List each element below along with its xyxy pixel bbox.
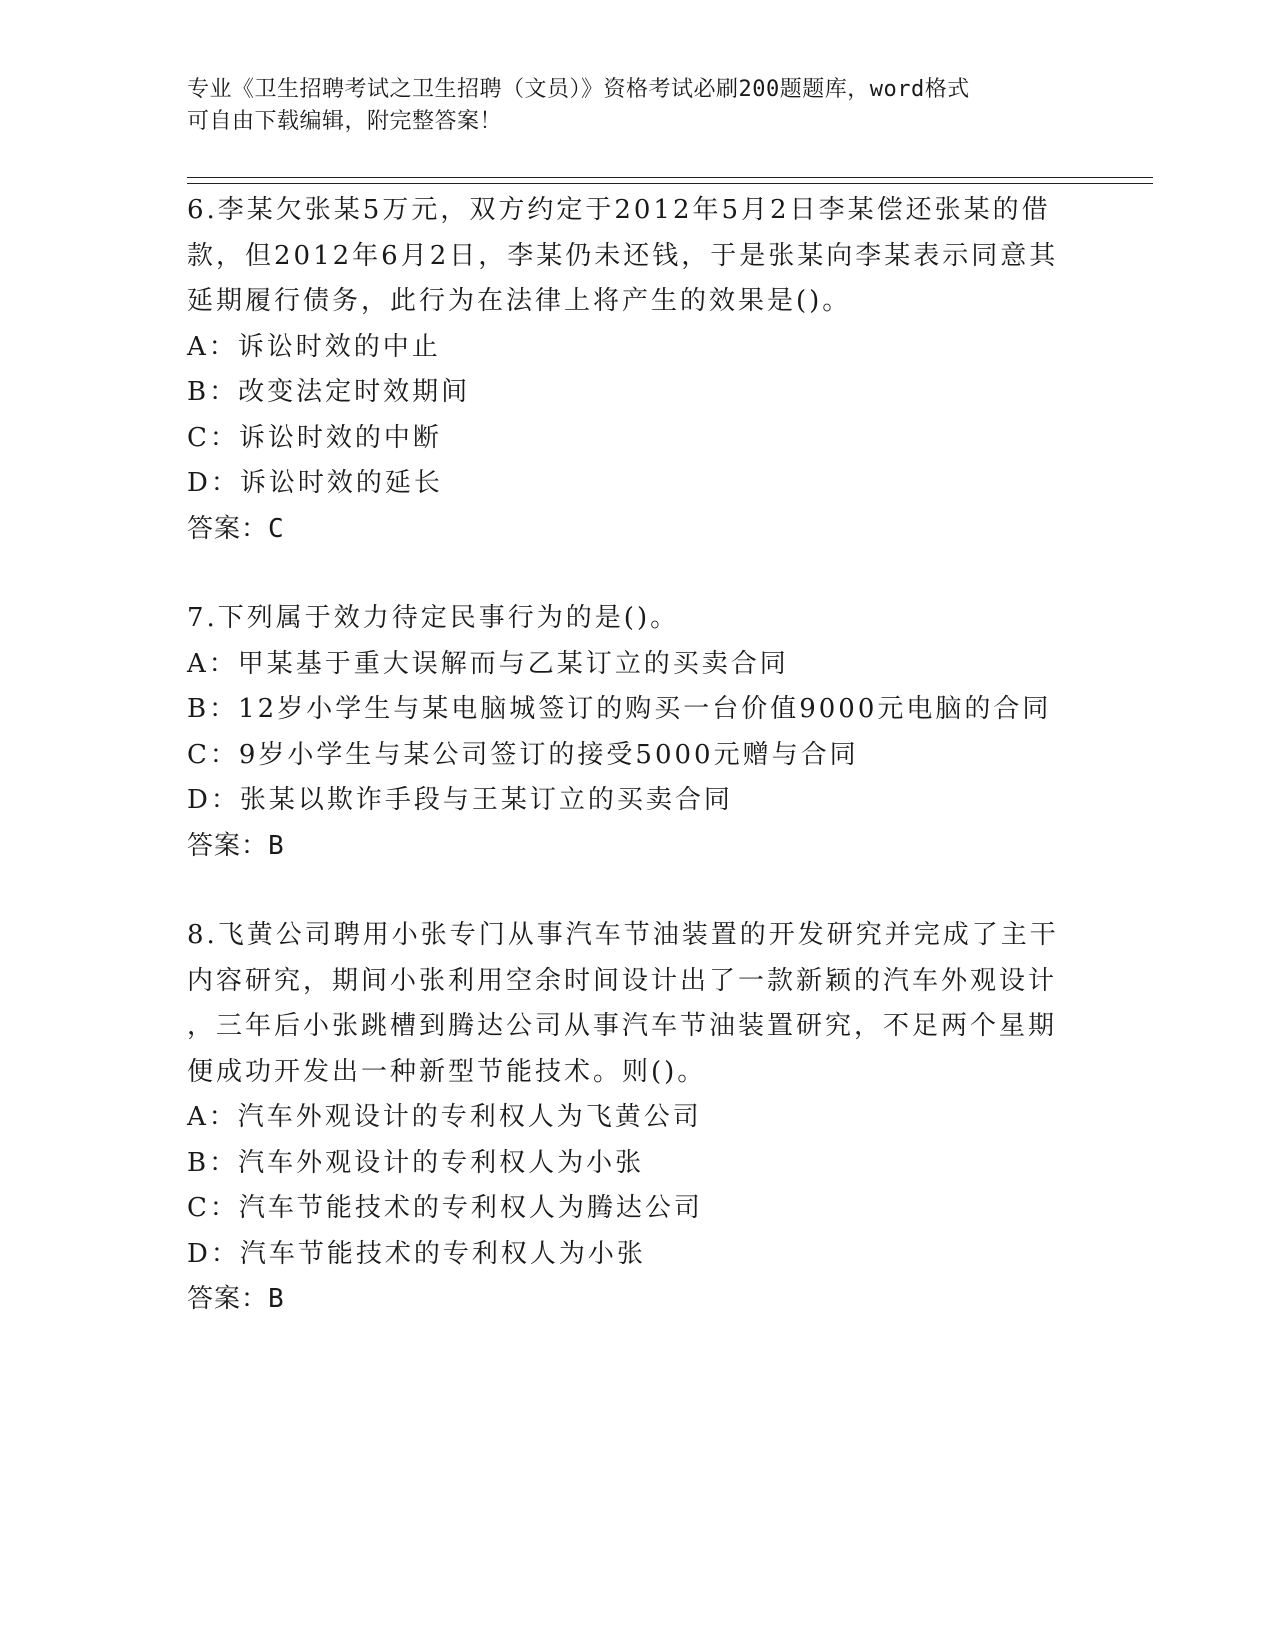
- question-stem-line: 内容研究，期间小张利用空余时间设计出了一款新颖的汽车外观设计: [187, 965, 1058, 996]
- option-a: A：甲某基于重大误解而与乙某订立的买卖合同: [187, 648, 789, 679]
- header-line-2: 可自由下载编辑，附完整答案！: [187, 109, 503, 134]
- question-list: [187, 188, 1087, 1367]
- option-d: D：张某以欺诈手段与王某订立的买卖合同: [187, 785, 733, 815]
- question-7: [187, 596, 1087, 869]
- option-b: B：12岁小学生与某电脑城签订的购买一台价值9000元电脑的合同: [187, 694, 1052, 724]
- option-b: B：汽车外观设计的专利权人为小张: [187, 1147, 645, 1178]
- header-divider-top: [187, 177, 1153, 178]
- question-stem-line: 6.李某欠张某5万元，双方约定于2012年5月2日李某偿还张某的借: [187, 195, 1051, 225]
- option-c: C：汽车节能技术的专利权人为腾达公司: [187, 1193, 703, 1223]
- option-a: A：汽车外观设计的专利权人为飞黄公司: [187, 1102, 702, 1132]
- answer-label: 答案：B: [187, 830, 285, 861]
- option-c: C：诉讼时效的中断: [187, 422, 442, 453]
- option-a: A：诉讼时效的中止: [187, 331, 441, 362]
- option-d: D：诉讼时效的延长: [187, 468, 443, 498]
- question-6: [187, 188, 1087, 552]
- option-d: D：汽车节能技术的专利权人为小张: [187, 1238, 646, 1269]
- question-stem-line: 延期履行债务，此行为在法律上将产生的效果是()。: [187, 286, 852, 316]
- answer-label: 答案：C: [187, 513, 285, 544]
- option-b: B：改变法定时效期间: [187, 377, 471, 407]
- question-stem-line: 便成功开发出一种新型节能技术。则()。: [187, 1056, 707, 1087]
- header-line-1: 专业《卫生招聘考试之卫生招聘（文员）》资格考试必刷200题题库，word格式: [187, 77, 970, 102]
- answer-label: 答案：B: [187, 1284, 285, 1314]
- option-c: C：9岁小学生与某公司签订的接受5000元赠与合同: [187, 739, 859, 770]
- question-stem-line: 8.飞黄公司聘用小张专门从事汽车节油装置的开发研究并完成了主干: [187, 920, 1059, 950]
- question-stem-line: ，三年后小张跳槽到腾达公司从事汽车节油装置研究，不足两个星期: [187, 1011, 1058, 1041]
- document-header: [187, 74, 1087, 138]
- header-divider-bottom: [187, 183, 1153, 184]
- question-stem-line: 7.下列属于效力待定民事行为的是()。: [187, 603, 680, 633]
- question-8: [187, 913, 1087, 1323]
- question-stem-line: 款，但2012年6月2日，李某仍未还钱，于是张某向李某表示同意其: [187, 240, 1059, 271]
